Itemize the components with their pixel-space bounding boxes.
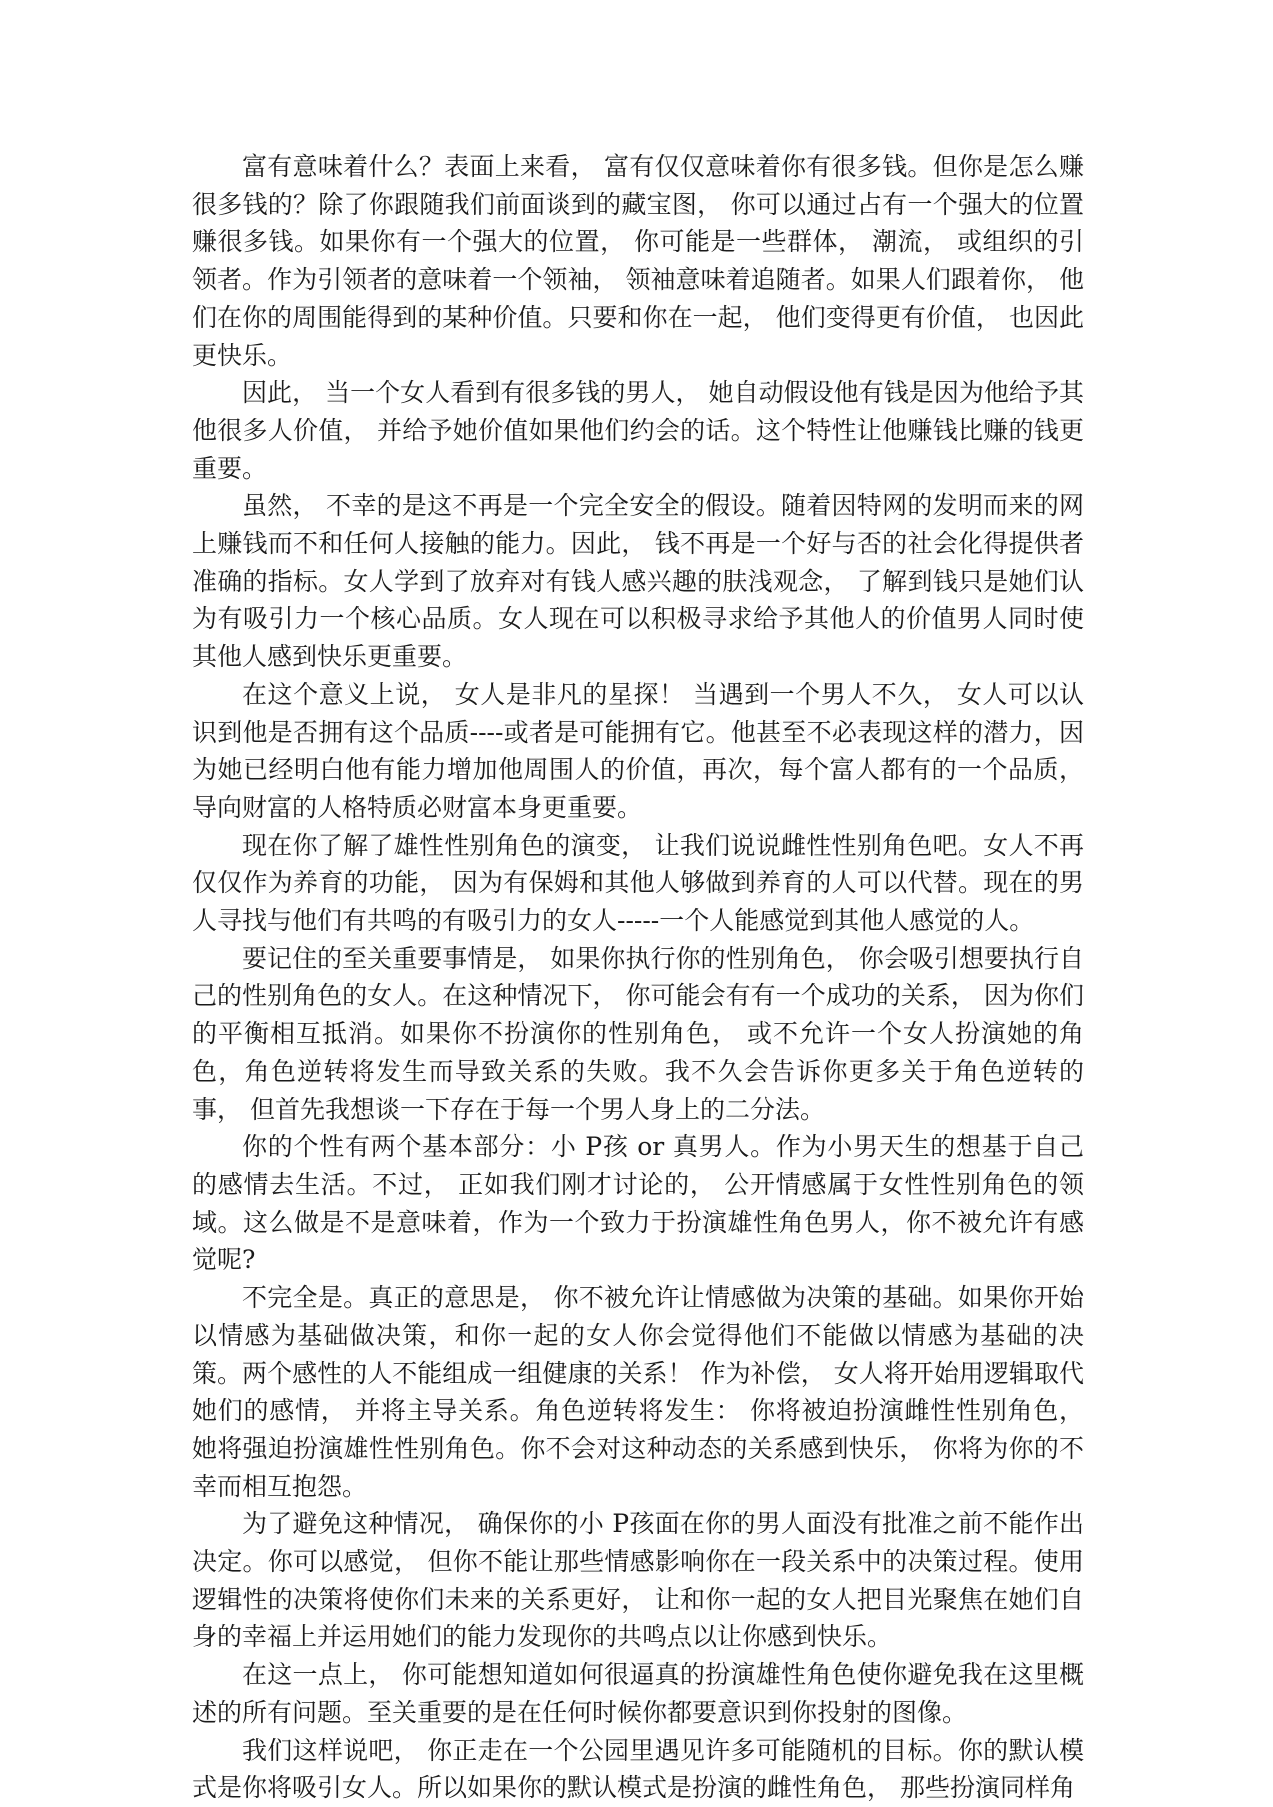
paragraph: 在这一点上， 你可能想知道如何很逼真的扮演雄性角色使你避免我在这里概述的所有问题。至关重要的是在任何时候你都要意识到你投射的图像。 [192,1660,1084,1727]
paragraph: 虽然， 不幸的是这不再是一个完全安全的假设。随着因特网的发明而来的网上赚钱而不和任何人接触的能力。因此， 钱不再是一个好与否的社会化得提供者准确的指标。女人学到了放弃对有钱人感兴趣的肤浅观念， 了解到钱只是她们认为有吸引力一个核心品质。女人现在可以积极寻求给予其他人的价值男人同时使其他人感到快乐更重要。 [192,491,1084,672]
paragraph: 因此， 当一个女人看到有很多钱的男人， 她自动假设他有钱是因为他给予其他很多人价值， 并给予她价值如果他们约会的话。这个特性让他赚钱比赚的钱更重要。 [192,378,1084,483]
paragraph: 在这个意义上说， 女人是非凡的星探！ 当遇到一个男人不久， 女人可以认识到他是否拥有这个品质----或者是可能拥有它。他甚至不必表现这样的潜力，因为她已经明白他有能力增加他周围人的价值，再次，每个富人都有的一个品质，导向财富的人格特质必财富本身更重要。 [192,679,1084,822]
paragraph: 为了避免这种情况， 确保你的小 P孩面在你的男人面没有批准之前不能作出决定。你可以感觉， 但你不能让那些情感影响你在一段关系中的决策过程。使用逻辑性的决策将使你们未来的关系更好， 让和你一起的女人把目光聚焦在她们自身的幸福上并运用她们的能力发现你的共鸣点以让你感到快乐。 [192,1509,1084,1652]
paragraph: 你的个性有两个基本部分：小 P孩 or 真男人。作为小男天生的想基于自己的感情去生活。不过， 正如我们刚才讨论的， 公开情感属于女性性别角色的领域。这么做是不是意味着，作为一个致力于扮演雄性角色男人，你不被允许有感觉呢? [192,1132,1084,1275]
paragraph: 我们这样说吧， 你正走在一个公园里遇见许多可能随机的目标。你的默认模式是你将吸引女人。所以如果你的默认模式是扮演的雌性角色， 那些扮演同样角 [192,1735,1084,1803]
document-page [192,148,1084,1807]
paragraph: 要记住的至关重要事情是， 如果你执行你的性别角色， 你会吸引想要执行自己的性别角色的女人。在这种情况下， 你可能会有有一个成功的关系， 因为你们的平衡相互抵消。如果你不扮演你的性别角色， 或不允许一个女人扮演她的角色，角色逆转将发生而导致关系的失败。我不久会告诉你更多关于角色逆转的事， 但首先我想谈一下存在于每一个男人身上的二分法。 [192,943,1084,1124]
paragraph: 现在你了解了雄性性别角色的演变， 让我们说说雌性性别角色吧。女人不再仅仅作为养育的功能， 因为有保姆和其他人够做到养育的人可以代替。现在的男人寻找与他们有共鸣的有吸引力的女人-----一个人能感觉到其他人感觉的人。 [192,830,1084,936]
paragraph: 富有意味着什么？表面上来看， 富有仅仅意味着你有很多钱。但你是怎么赚很多钱的？除了你跟随我们前面谈到的藏宝图， 你可以通过占有一个强大的位置赚很多钱。如果你有一个强大的位置， 你可能是一些群体， 潮流， 或组织的引领者。作为引领者的意味着一个领袖， 领袖意味着追随者。如果人们跟着你， 他们在你的周围能得到的某种价值。只要和你在一起， 他们变得更有价值， 也因此更快乐。 [192,152,1084,370]
paragraph: 不完全是。真正的意思是， 你不被允许让情感做为决策的基础。如果你开始以情感为基础做决策，和你一起的女人你会觉得他们不能做以情感为基础的决策。两个感性的人不能组成一组健康的关系！ 作为补偿， 女人将开始用逻辑取代她们的感情， 并将主导关系。角色逆转将发生： 你将被迫扮演雌性性别角色， 她将强迫扮演雄性性别角色。你不会对这种动态的关系感到快乐， 你将为你的不幸而相互抱怨。 [192,1283,1084,1501]
